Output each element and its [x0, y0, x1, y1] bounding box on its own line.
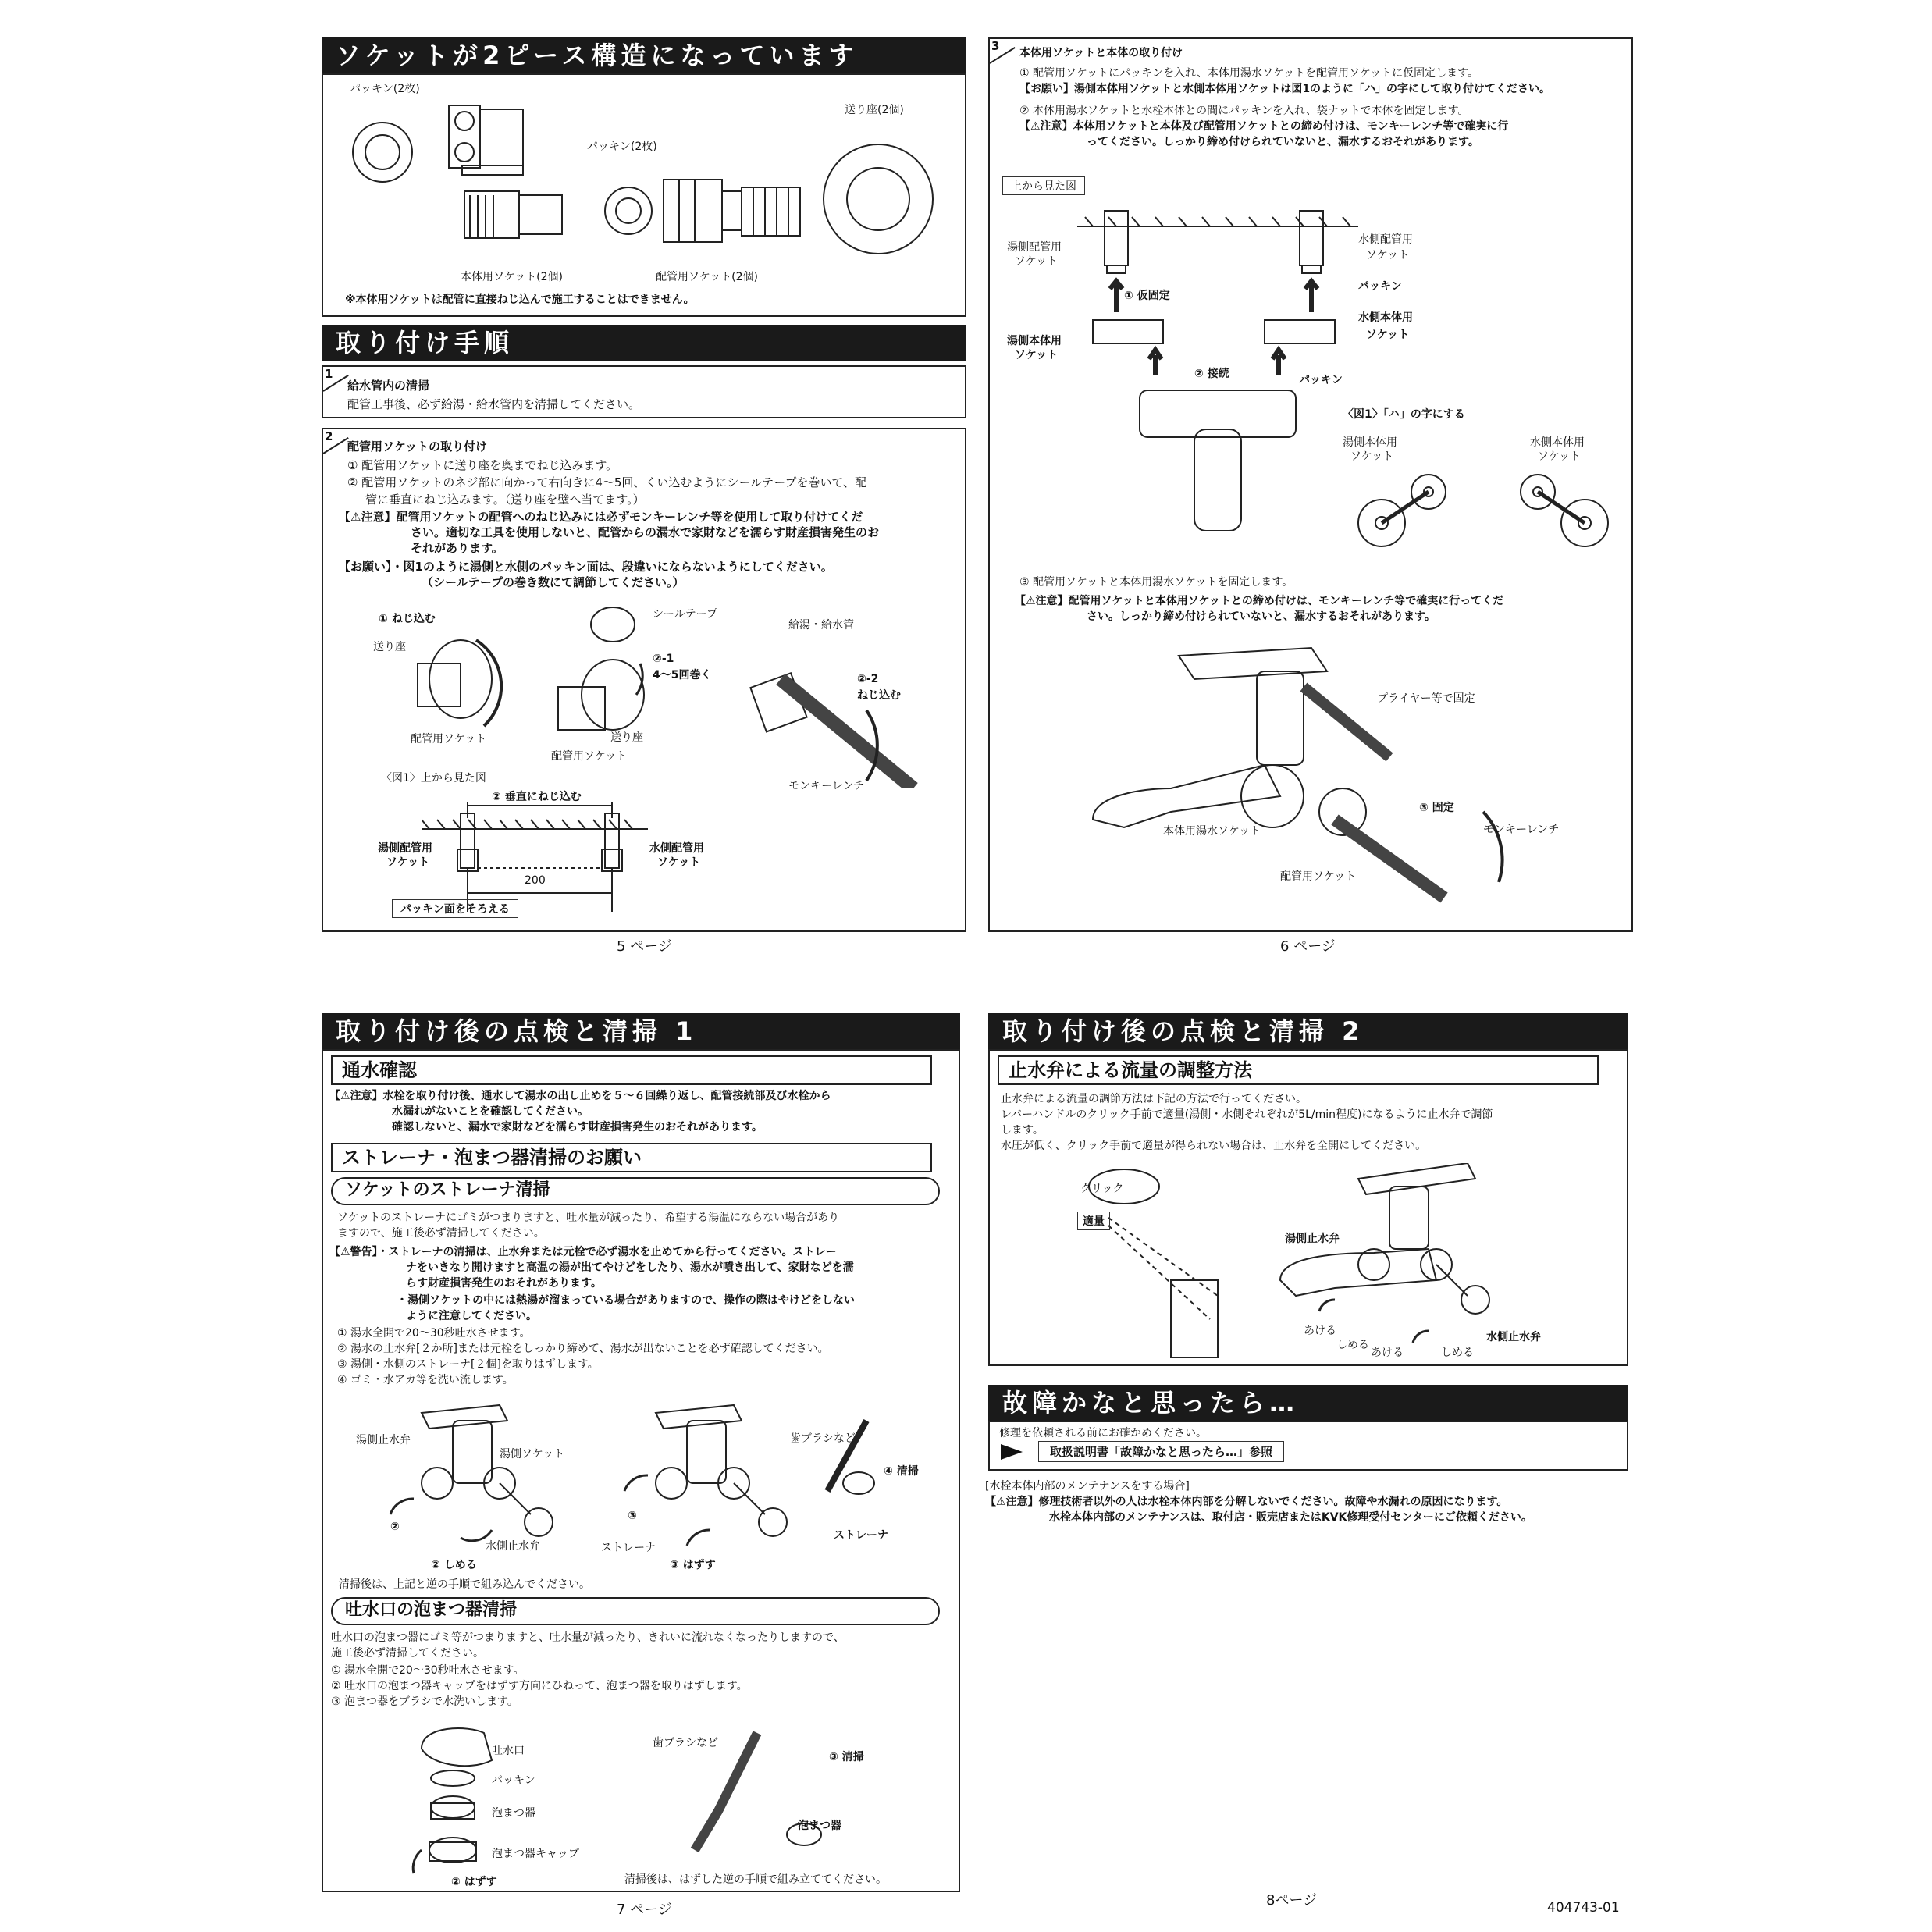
- warning-line2: ナをいきなり開けますと高温の湯が出てやけどをしたり、湯水が噴き出して、家財などを濡: [406, 1261, 854, 1274]
- label-body-socket: 本体用ソケット(2個): [461, 271, 563, 283]
- aerator-heading: 吐水口の泡まつ器清掃: [331, 1597, 940, 1625]
- fig3-cold-body: 水側本体用: [1358, 311, 1413, 324]
- fig-open: あける: [1304, 1325, 1336, 1337]
- step1-title: 給水管内の清掃: [347, 379, 430, 393]
- fig1-align-label: パッキン面をそろえる: [392, 899, 518, 918]
- strainer-step4: ④ ゴミ・水アカ等を洗い流します。: [337, 1374, 514, 1386]
- fig1-cold: 水側配管用: [649, 842, 704, 855]
- top-view-label: 上から見た図: [1002, 176, 1085, 195]
- fig1-top-view-diagram: [422, 802, 671, 912]
- pipe-socket-icon: [664, 180, 800, 242]
- warning-line5: ように注意してください。: [406, 1310, 537, 1322]
- step3-line8: さい。しっかり締め付けられていないと、漏水するおそれがあります。: [1087, 610, 1436, 623]
- fig1-ha-hot: 湯側本体用: [1343, 436, 1397, 449]
- fig1-cold2: ソケット: [657, 856, 701, 869]
- fig-hot-socket: 湯側ソケット: [500, 1448, 565, 1461]
- flow-line1: 止水弁による流量の調節方法は下記の方法で行ってください。: [1001, 1093, 1307, 1105]
- fig1-dimension: 200: [525, 874, 546, 887]
- step2-line2: ② 配管用ソケットのネジ部に向かって右向きに4〜5回、くい込むようにシールテープを巻いて、配: [347, 475, 867, 489]
- fig-packing: パッキン: [492, 1774, 535, 1787]
- fig-cold-valve2: 水側止水弁: [1486, 1331, 1541, 1343]
- socket-strainer-line1: ソケットのストレーナにゴミがつまりますと、吐水量が減ったり、希望する湯温にならない場合があり: [337, 1212, 840, 1224]
- fig-open2: あける: [1371, 1347, 1404, 1359]
- fig3-cold-body2: ソケット: [1366, 329, 1410, 341]
- fig3-connect: ② 接続: [1194, 368, 1229, 380]
- step2-line3: 管に垂直にねじ込みます。（送り座を壁へ当てます。）: [365, 493, 645, 507]
- fig-close3: しめる: [1441, 1347, 1474, 1359]
- aerator-line3: ① 湯水全開で20〜30秒吐水させます。: [331, 1664, 525, 1677]
- fig-step3-mark: ③: [628, 1510, 637, 1522]
- step3-line2: 【お願い】湯側本体用ソケットと水側本体用ソケットは図1のように「ハ」の字にして取り付けてください。: [1019, 83, 1551, 95]
- socket-note: ※本体用ソケットは配管に直接ねじ込んで施工することはできません。: [345, 294, 695, 306]
- fig3-hot-pipe2: ソケット: [1015, 255, 1059, 268]
- fig-pipe-socket2: 配管用ソケット: [551, 750, 628, 763]
- fig1-vertical: ② 垂直にねじ込む: [492, 791, 582, 803]
- fig3-temp: ① 仮固定: [1124, 290, 1170, 302]
- fig-screw: ① ねじ込む: [379, 613, 436, 625]
- step3-line5: ってください。しっかり締め付けられていないと、漏水するおそれがあります。: [1087, 136, 1479, 148]
- aerator-illustration: [406, 1717, 843, 1881]
- fig-clean2: ③ 清掃: [829, 1751, 864, 1763]
- flow-line3: します。: [1001, 1124, 1044, 1137]
- strainer-request-heading: ストレーナ・泡まつ器清掃のお願い: [331, 1143, 932, 1172]
- fig-wrap: 4〜5回巻く: [653, 669, 712, 681]
- fig1-ha-cold2: ソケット: [1538, 450, 1582, 463]
- step3-line3: ② 本体用湯水ソケットと水栓本体との間にパッキンを入れ、袋ナットで本体を固定します。: [1019, 105, 1469, 117]
- fig-flange2: 送り座: [610, 731, 643, 744]
- maintenance-heading: [水栓本体内部のメンテナンスをする場合]: [985, 1480, 1190, 1493]
- page8-number: 8ページ: [1266, 1892, 1318, 1909]
- fig-pipe-socket3: 配管用ソケット: [1280, 870, 1357, 883]
- step3-line1: ① 配管用ソケットにパッキンを入れ、本体用湯水ソケットを配管用ソケットに仮固定します。: [1019, 67, 1479, 80]
- fig-strainer: ストレーナ: [601, 1542, 656, 1554]
- fig-wrench: モンキーレンチ: [788, 780, 865, 792]
- reassemble-note: 清掃後は、上記と逆の手順で組み込んでください。: [339, 1578, 590, 1591]
- fig-strainer2: ストレーナ: [834, 1529, 888, 1542]
- fig3-packing: パッキン: [1358, 280, 1402, 293]
- step3-line4: 【⚠注意】本体用ソケットと本体及び配管用ソケットとの締め付けは、モンキーレンチ等で確実に行: [1019, 120, 1509, 133]
- fig-aerator: 泡まつ器: [492, 1807, 535, 1820]
- fig-flange: 送り座: [373, 641, 406, 653]
- step2-request2: （シールテープの巻き数にて調節してください。）: [422, 575, 685, 589]
- fig1-ha-cold: 水側本体用: [1530, 436, 1585, 449]
- fig-proper: 適量: [1077, 1212, 1110, 1230]
- step3-line7: 【⚠注意】配管用ソケットと本体用ソケットとの締め付けは、モンキーレンチ等で確実に行ってくだ: [1015, 595, 1504, 607]
- fig-step2-mark: ②: [390, 1521, 400, 1533]
- aerator-reassemble: 清掃後は、はずした逆の手順で組み立ててください。: [624, 1873, 887, 1886]
- water-check-line2: 水漏れがないことを確認してください。: [392, 1105, 589, 1118]
- fig-fix: ③ 固定: [1419, 802, 1454, 814]
- packing-ring-icon: [353, 123, 412, 182]
- step2-caution3: それがあります。: [411, 541, 503, 555]
- fig1-ha-hot2: ソケット: [1350, 450, 1394, 463]
- fig-toothbrush: 歯ブラシなど: [790, 1432, 856, 1445]
- fig-screw2: ねじ込む: [857, 689, 901, 702]
- warning-line3: らす財産損害発生のおそれがあります。: [406, 1277, 602, 1290]
- aerator-line5: ③ 泡まつ器をブラシで水洗いします。: [331, 1695, 518, 1708]
- fig-spout: 吐水口: [492, 1745, 525, 1757]
- fig3-cold-pipe: 水側配管用: [1358, 233, 1413, 246]
- fig-wrench2: モンキーレンチ: [1483, 824, 1560, 836]
- trouble-title: 故障かなと思ったら…: [988, 1385, 1628, 1421]
- body-socket-icon: [449, 105, 562, 238]
- fig1-caption: 〈図1〉上から見た図: [381, 772, 486, 785]
- fig3-packing2: パッキン: [1299, 374, 1343, 386]
- document-number: 404743-01: [1547, 1900, 1620, 1916]
- fig1-hot: 湯側配管用: [378, 842, 432, 855]
- step3-title: 本体用ソケットと本体の取り付け: [1019, 47, 1183, 59]
- maintenance-line2: 水栓本体内部のメンテナンスは、取付店・販売店またはKVK修理受付センターにご依頼ください。: [1049, 1511, 1532, 1524]
- step1-text: 配管工事後、必ず給湯・給水管内を清掃してください。: [347, 397, 641, 411]
- fig-clean: ④ 清掃: [884, 1465, 919, 1478]
- aerator-line4: ② 吐水口の泡まつ器キャップをはずす方向にひねって、泡まつ器を取りはずします。: [331, 1680, 748, 1692]
- step2-caution1: 【⚠注意】配管用ソケットの配管へのねじ込みには必ずモンキーレンチ等を使用して取り付けてくだ: [339, 510, 863, 524]
- fig-remove2: ② はずす: [451, 1876, 497, 1888]
- fig1-hot2: ソケット: [386, 856, 430, 869]
- fig3-hot-body: 湯側本体用: [1007, 335, 1062, 347]
- label-packing-b: パッキン(2枚): [587, 141, 657, 153]
- check-section-title-2: 取り付け後の点検と清掃 2: [988, 1013, 1628, 1049]
- check-section-title-1: 取り付け後の点検と清掃 1: [322, 1013, 960, 1049]
- arrow-right-icon: [1001, 1444, 1023, 1460]
- step2-title: 配管用ソケットの取り付け: [347, 439, 488, 454]
- packing-ring-small-icon: [605, 187, 652, 234]
- fig-click: クリック: [1080, 1183, 1124, 1195]
- socket-section-title: ソケットが2ピース構造になっています: [322, 37, 966, 73]
- warning-line4: ・湯側ソケットの中には熱湯が溜まっている場合がありますので、操作の際はやけどをしない: [397, 1294, 855, 1307]
- fig3-cold-pipe2: ソケット: [1366, 249, 1410, 262]
- water-check-heading: 通水確認: [331, 1055, 932, 1085]
- water-check-line1: 【⚠注意】水栓を取り付け後、通水して湯水の出し止めを５〜６回繰り返し、配管接続部及び水栓から: [329, 1090, 831, 1102]
- trouble-line1: 修理を依頼される前にお確かめください。: [999, 1427, 1207, 1439]
- fig-aerator2: 泡まつ器: [798, 1820, 841, 1832]
- fig-hot-valve2: 湯側止水弁: [1285, 1233, 1340, 1245]
- fig-pipe-socket: 配管用ソケット: [411, 733, 487, 745]
- step2-line1: ① 配管用ソケットに送り座を奥までねじ込みます。: [347, 458, 618, 472]
- step2-request1: 【お願い】・図1のように湯側と水側のパッキン面は、段違いにならないようにしてください。: [339, 560, 833, 574]
- fig-pliers: プライヤー等で固定: [1377, 692, 1475, 705]
- socket-strainer-heading: ソケットのストレーナ清掃: [331, 1177, 940, 1205]
- label-packing-a: パッキン(2枚): [350, 83, 420, 95]
- warning-line1: 【⚠警告】・ストレーナの清掃は、止水弁または元栓で必ず湯水を止めてから行ってください。ストレー: [329, 1246, 837, 1258]
- socket-strainer-line2: ますので、施工後必ず清掃してください。: [337, 1227, 545, 1240]
- fig-supply-pipe: 給湯・給水管: [788, 619, 854, 632]
- aerator-line2: 施工後必ず清掃してください。: [331, 1647, 484, 1660]
- label-pipe-socket: 配管用ソケット(2個): [656, 271, 758, 283]
- fig3-hot-pipe: 湯側配管用: [1007, 241, 1062, 254]
- step3-number: 3: [991, 39, 1000, 53]
- page5-number: 5 ページ: [617, 938, 672, 955]
- flow-heading: 止水弁による流量の調整方法: [998, 1055, 1599, 1085]
- flow-line2: レバーハンドルのクリック手前で適量(湯側・水側それぞれが5L/min程度)になるように止水弁で調節: [1001, 1108, 1493, 1121]
- strainer-step3: ③ 湯側・水側のストレーナ[２個]を取りはずします。: [337, 1358, 599, 1371]
- fig-cold-valve: 水側止水弁: [486, 1540, 540, 1553]
- fig-screw2-no: ②-2: [857, 673, 879, 685]
- fig-cap: 泡まつ器キャップ: [492, 1848, 579, 1860]
- fig-remove: ③ はずす: [670, 1559, 716, 1571]
- strainer-step1: ① 湯水全開で20〜30秒吐水させます。: [337, 1327, 531, 1340]
- fig-seal-tape: シールテープ: [653, 608, 718, 621]
- trouble-reference: 取扱説明書「故障かなと思ったら…」参照: [1038, 1441, 1284, 1462]
- aerator-line1: 吐水口の泡まつ器にゴミ等がつまりますと、吐水量が減ったり、きれいに流れなくなったりしますので、: [331, 1631, 845, 1644]
- fig-hot-valve: 湯側止水弁: [356, 1434, 411, 1446]
- fig-wrap-no: ②-1: [653, 653, 674, 665]
- flange-ring-icon: [824, 144, 933, 254]
- fig-close2: しめる: [1336, 1339, 1369, 1351]
- maintenance-line1: 【⚠注意】修理技術者以外の人は水栓本体内部を分解しないでください。故障や水漏れの原因になります。: [985, 1496, 1508, 1508]
- water-check-line3: 確認しないと、漏水で家財などを濡らす財産損害発生のおそれがあります。: [392, 1121, 763, 1133]
- label-flange: 送り座(2個): [845, 104, 904, 116]
- ha-shape-diagram: [1350, 468, 1616, 554]
- strainer-step2: ② 湯水の止水弁[２か所]または元栓をしっかり締めて、湯水が出ないことを必ず確認してください。: [337, 1343, 829, 1355]
- fig-toothbrush2: 歯ブラシなど: [653, 1737, 718, 1749]
- fig-body-socket: 本体用湯水ソケット: [1163, 825, 1261, 838]
- fig1-ha-caption: 〈図1〉「ハ」の字にする: [1343, 408, 1465, 421]
- step2-number: 2: [325, 429, 333, 443]
- fig-close: ② しめる: [431, 1559, 477, 1571]
- step1-number: 1: [325, 367, 333, 381]
- step3-line6: ③ 配管用ソケットと本体用湯水ソケットを固定します。: [1019, 576, 1293, 589]
- step2-caution2: さい。適切な工具を使用しないと、配管からの漏水で家財などを濡らす財産損害発生のお: [411, 525, 880, 539]
- fix-illustration: [1077, 640, 1546, 906]
- flow-line4: 水圧が低く、クリック手前で適量が得られない場合は、止水弁を全開にしてください。: [1001, 1140, 1427, 1152]
- page6-number: 6 ページ: [1280, 938, 1336, 955]
- install-section-title: 取り付け手順: [322, 325, 966, 361]
- fig3-hot-body2: ソケット: [1015, 349, 1059, 361]
- page7-number: 7 ページ: [617, 1902, 672, 1918]
